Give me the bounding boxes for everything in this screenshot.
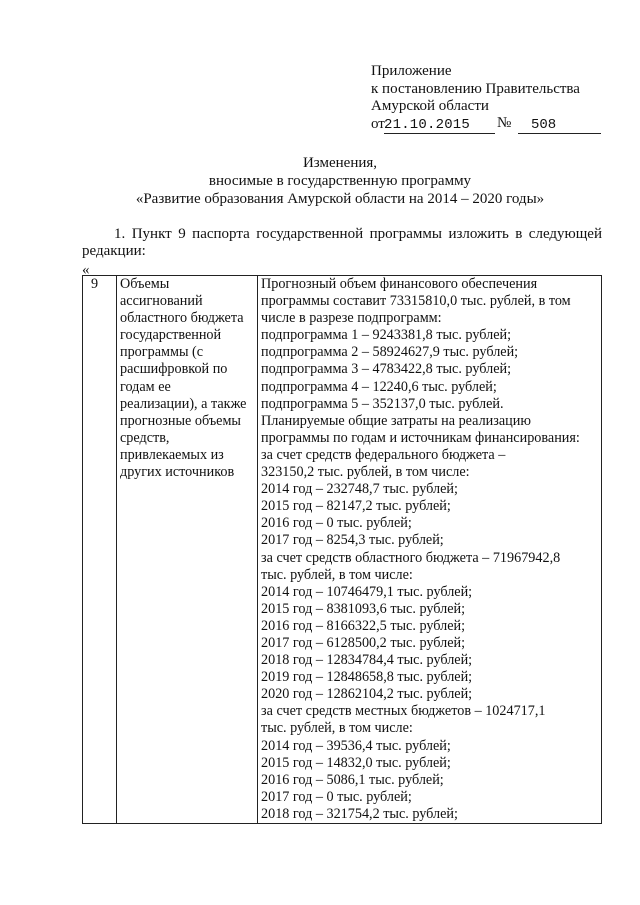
cell-text-line: 2016 год – 5086,1 тыс. рублей; [261, 771, 444, 788]
cell-text-line: 2018 год – 321754,2 тыс. рублей; [261, 805, 458, 822]
cell-text-line: 2016 год – 8166322,5 тыс. рублей; [261, 617, 466, 634]
cell-text-line: 2019 год – 12848658,8 тыс. рублей; [261, 669, 473, 686]
cell-text-line: за счет средств местных бюджетов – 1024717,1 [261, 703, 546, 720]
row-value-cell [258, 276, 602, 824]
amendment-paragraph [82, 226, 602, 260]
cell-text-line: 2014 год – 232748,7 тыс. рублей; [261, 481, 458, 498]
cell-text-line: расшифровкой по [120, 361, 228, 378]
title-line-2: вносимые в государственную программу [208, 173, 472, 189]
resolution-date: 21.10.2015 [384, 116, 471, 133]
appendix-title: Приложение [371, 63, 452, 79]
row-name-cell [117, 276, 258, 824]
cell-text-line: 2016 год – 0 тыс. рублей; [261, 515, 412, 532]
cell-text-line: подпрограмма 1 – 9243381,8 тыс. рублей; [261, 327, 512, 344]
table-row [83, 276, 602, 824]
title-line-3: «Развитие образования Амурской области на 2014 – 2020 годы» [135, 191, 545, 207]
appendix-header [371, 63, 621, 134]
appendix-region-line: Амурской области [371, 98, 489, 114]
number-sign: № [497, 114, 512, 131]
cell-text-line: прогнозные объемы [120, 412, 241, 429]
cell-text-line: за счет средств областного бюджета – 71967942,8 [261, 549, 561, 566]
cell-text-line: государственной [120, 327, 222, 344]
cell-text-line: 2017 год – 0 тыс. рублей; [261, 788, 412, 805]
cell-text-line: привлекаемых из [120, 446, 224, 463]
row-number-cell: 9 [83, 276, 117, 824]
resolution-number: 508 [531, 116, 557, 133]
cell-text-line: Объемы [120, 276, 170, 292]
date-underline [384, 133, 495, 134]
cell-text-line: подпрограмма 2 – 58924627,9 тыс. рублей; [261, 344, 519, 361]
document-title [80, 154, 600, 208]
passport-table [82, 275, 602, 824]
cell-text-line: Прогнозный объем финансового обеспечения [261, 276, 538, 292]
cell-text-line: программы составит 73315810,0 тыс. рублей, в том [261, 293, 571, 310]
cell-text-line: других источников [120, 464, 235, 481]
cell-text-line: 2017 год – 6128500,2 тыс. рублей; [261, 634, 466, 651]
cell-text-line: 2017 год – 8254,3 тыс. рублей; [261, 532, 444, 549]
cell-text-line: тыс. рублей, в том числе: [261, 566, 413, 583]
cell-text-line: подпрограмма 4 – 12240,6 тыс. рублей; [261, 378, 497, 395]
cell-text-line: реализации), а также [120, 395, 247, 412]
cell-text-line: 323150,2 тыс. рублей, в том числе: [261, 464, 470, 481]
cell-text-line: подпрограмма 3 – 4783422,8 тыс. рублей; [261, 361, 512, 378]
cell-text-line: средств, [120, 429, 170, 446]
appendix-date-line [371, 116, 621, 134]
cell-text-line: Планируемые общие затраты на реализацию [261, 412, 531, 429]
cell-text-line: тыс. рублей, в том числе: [261, 720, 413, 737]
opening-quote: « [82, 262, 90, 278]
cell-text-line: 2014 год – 39536,4 тыс. рублей; [261, 737, 451, 754]
from-label: от [371, 115, 385, 132]
cell-text-line: 2018 год – 12834784,4 тыс. рублей; [261, 652, 473, 669]
cell-text-line: программы (с [120, 344, 204, 361]
cell-text-line: числе в разрезе подпрограмм: [261, 310, 442, 327]
cell-text-line: 2014 год – 10746479,1 тыс. рублей; [261, 583, 473, 600]
title-line-1: Изменения, [302, 155, 378, 171]
cell-text-line: ассигнований [120, 293, 203, 310]
cell-text-line: 2015 год – 14832,0 тыс. рублей; [261, 754, 451, 771]
appendix-resolution-line: к постановлению Правительства [371, 80, 580, 97]
number-underline [518, 133, 601, 134]
cell-text-line: 2015 год – 8381093,6 тыс. рублей; [261, 600, 466, 617]
cell-text-line: 2020 год – 12862104,2 тыс. рублей; [261, 686, 473, 703]
cell-text-line: за счет средств федерального бюджета – [261, 446, 506, 463]
amendment-text: 1. Пункт 9 паспорта государственной программы изложить в следующей редакции: [82, 226, 602, 259]
cell-text-line: программы по годам и источникам финансирования: [261, 429, 580, 446]
cell-text-line: подпрограмма 5 – 352137,0 тыс. рублей. [261, 395, 504, 412]
cell-text-line: 2015 год – 82147,2 тыс. рублей; [261, 498, 451, 515]
cell-text-line: годам ее [120, 378, 171, 395]
cell-text-line: областного бюджета [120, 310, 244, 327]
